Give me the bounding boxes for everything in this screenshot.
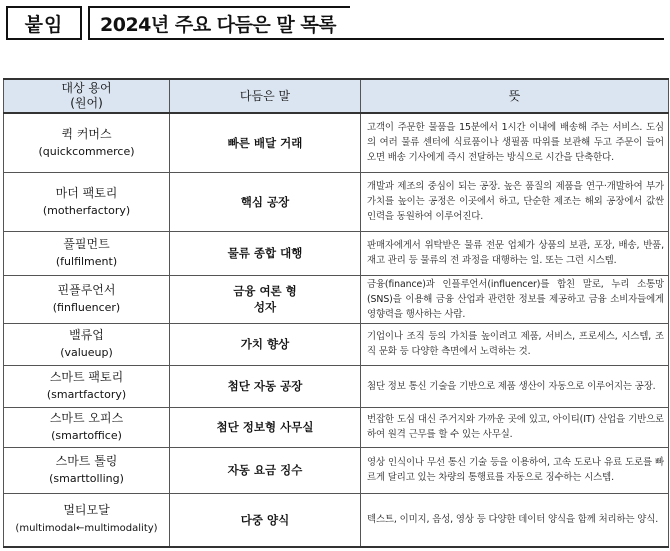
table-row — [4, 275, 669, 323]
term-korean: 핀플루언서 — [57, 283, 116, 297]
meaning-cell: 판매자에게서 위탁받은 물류 전문 업체가 상품의 보관, 포장, 배송, 반품, 재고 관리 등 물류의 전 과정을 대행하는 일. 또는 그런 시스템. — [361, 231, 669, 275]
table-row — [4, 407, 669, 447]
table-row — [4, 113, 669, 172]
meaning-cell: 기업이나 조직 등의 가치를 높이려고 제품, 서비스, 프로세스, 시스템, 조직 문화 등 다양한 측면에서 노력하는 것. — [361, 323, 669, 365]
term-korean: 멀티모달 — [63, 503, 110, 518]
column-header-term-label: 대상 용어 — [61, 81, 112, 95]
meaning-cell: 첨단 정보 통신 기술을 기반으로 제품 생산이 자동으로 이루어지는 공장. — [361, 365, 669, 407]
term-cell — [4, 447, 170, 493]
term-original: (smartoffice) — [51, 429, 122, 442]
table-row — [4, 323, 669, 365]
meaning-cell: 개발과 제조의 중심이 되는 공장. 높은 품질의 제품을 연구·개발하여 부가 가치를 높이는 공정은 이곳에서 하고, 단순한 제조는 해외 공장에서 값싼 인력을 동원하여 이루어진다. — [361, 172, 669, 231]
term-original: (multimodal←multimodality) — [15, 523, 158, 535]
term-cell — [4, 323, 170, 365]
term-original: (quickcommerce) — [38, 144, 135, 158]
refined-word-cell: 가치 향상 — [170, 323, 361, 365]
refined-word-cell: 빠른 배달 거래 — [170, 113, 361, 172]
meaning-cell: 텍스트, 이미지, 음성, 영상 등 다양한 데이터 양식을 함께 처리하는 양식. — [361, 493, 669, 547]
term-original: (motherfactory) — [42, 203, 131, 217]
term-original: (finfluencer) — [52, 301, 121, 314]
refined-word-cell: 다중 양식 — [170, 493, 361, 547]
table-row — [4, 172, 669, 231]
column-header-term — [4, 79, 170, 113]
meaning-cell: 고객이 주문한 물품을 15분에서 1시간 이내에 배송해 주는 서비스. 도심의 여러 물류 센터에 식료품이나 생필품 따위를 보관해 두고 주문이 들어오면 배송 기사에게 즉시 전달하는 방식으로 시간을 단축한다. — [361, 113, 669, 172]
term-cell — [4, 365, 170, 407]
page-title: 2024년 주요 다듬은 말 목록 — [88, 6, 350, 40]
term-cell — [4, 172, 170, 231]
meaning-cell: 번잡한 도심 대신 주거지와 가까운 곳에 있고, 아이티(IT) 산업을 기반으로 하여 원격 근무를 할 수 있는 사무실. — [361, 407, 669, 447]
term-korean: 스마트 오피스 — [49, 411, 124, 425]
page-header — [6, 6, 664, 42]
term-original: (smartfactory) — [46, 388, 127, 401]
meaning-cell: 금융(finance)과 인플루언서(influencer)를 합친 말로, 누리 소통망(SNS)을 이용해 금융 산업과 관련한 정보를 제공하고 금융 소비자들에게 영향력을 행사하는 사람. — [361, 275, 669, 323]
term-korean: 마더 팩토리 — [55, 185, 118, 200]
refined-word-cell: 자동 요금 징수 — [170, 447, 361, 493]
term-original: (valueup) — [60, 346, 113, 359]
term-original: (fulfilment) — [55, 255, 118, 268]
table-row — [4, 447, 669, 493]
table-header-row — [4, 79, 669, 113]
term-korean: 밸류업 — [69, 328, 104, 342]
refined-word-cell: 첨단 정보형 사무실 — [170, 407, 361, 447]
table-row — [4, 493, 669, 547]
refined-word-cell: 물류 종합 대행 — [170, 231, 361, 275]
refined-words-table — [3, 78, 669, 548]
term-korean: 풀필먼트 — [63, 237, 110, 251]
term-korean: 스마트 톨링 — [55, 454, 118, 468]
title-underline — [350, 38, 664, 40]
term-cell — [4, 231, 170, 275]
column-header-term-sub: (원어) — [70, 96, 103, 110]
term-korean: 퀵 커머스 — [61, 126, 112, 141]
attachment-tag: 붙임 — [6, 6, 82, 40]
table-row — [4, 231, 669, 275]
term-korean: 스마트 팩토리 — [49, 370, 124, 384]
term-original: (smarttolling) — [49, 472, 124, 485]
column-header-meaning: 뜻 — [361, 79, 669, 113]
column-header-refined: 다듬은 말 — [170, 79, 361, 113]
term-cell — [4, 493, 170, 547]
refined-word-cell: 금융 여론 형성자 — [170, 275, 361, 323]
table-row — [4, 365, 669, 407]
refined-word-cell: 첨단 자동 공장 — [170, 365, 361, 407]
term-cell — [4, 113, 170, 172]
term-cell — [4, 407, 170, 447]
term-cell — [4, 275, 170, 323]
meaning-cell: 영상 인식이나 무선 통신 기술 등을 이용하여, 고속 도로나 유료 도로를 빠르게 달리고 있는 차량의 통행료를 자동으로 징수하는 시스템. — [361, 447, 669, 493]
refined-word-cell: 핵심 공장 — [170, 172, 361, 231]
